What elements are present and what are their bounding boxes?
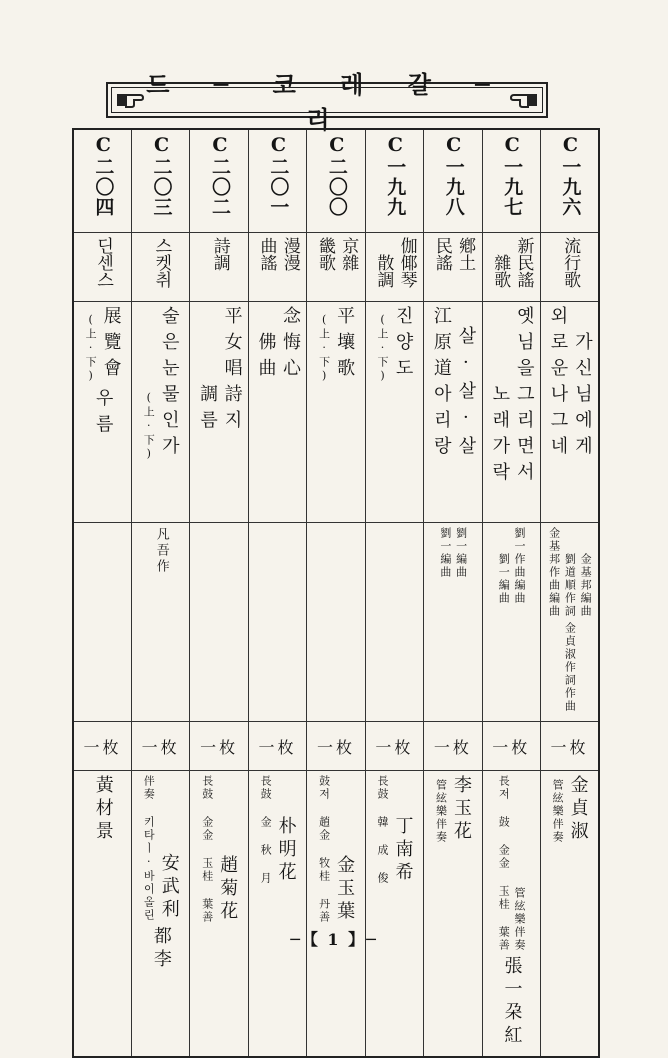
record-number-cell — [365, 129, 423, 233]
genre-label: 曲謠 — [256, 237, 277, 271]
credit-line: 劉一編曲 — [438, 527, 452, 579]
genre-label: 스켓취 — [151, 237, 172, 288]
disc-count-cell — [307, 722, 365, 771]
genre-cell — [131, 233, 189, 302]
credits-cell — [365, 523, 423, 722]
accompaniment: 長鼓 韓 成 俊 — [376, 775, 390, 885]
song-title-cell — [307, 302, 365, 523]
genre-cell — [541, 233, 600, 302]
song-title: 살·살·살 — [455, 326, 477, 462]
disc-count: 一枚 — [492, 737, 531, 757]
genre-label: 畿歌 — [314, 237, 335, 271]
genre-label: 京雜 — [338, 237, 359, 271]
artist-cell — [541, 771, 600, 1058]
genre-cell — [190, 233, 248, 302]
record-number-cell — [73, 129, 131, 233]
credit-line: 凡吾作 — [153, 527, 169, 575]
genre-cell — [365, 233, 423, 302]
artist-cell — [424, 771, 482, 1058]
record-number: C二〇一 — [267, 134, 290, 217]
song-title: 진양도 — [392, 306, 414, 384]
credit-line: 劉一作曲編曲 — [513, 527, 527, 605]
row-disc-count — [73, 722, 599, 771]
gallery-banner — [106, 71, 548, 134]
credits-cell — [248, 523, 306, 722]
accompaniment: 管絃樂伴奏 — [434, 779, 448, 844]
song-title-cell — [541, 302, 600, 523]
row-credits — [73, 523, 599, 722]
record-number: C一九八 — [442, 134, 465, 217]
disc-count-cell — [248, 722, 306, 771]
record-number-cell — [248, 129, 306, 233]
song-title: 우름 — [92, 388, 114, 440]
record-number: C一九九 — [384, 134, 407, 217]
artist-name: 黃材景 — [92, 775, 114, 844]
genre-label: 伽倻琴 — [396, 237, 417, 288]
credit-line: 金貞淑作詞作曲 — [563, 622, 577, 713]
artist-name: 李玉花 — [450, 775, 472, 844]
artist-name: 金玉葉 — [334, 855, 356, 924]
artist-name: 都李 — [150, 926, 172, 972]
genre-cell — [307, 233, 365, 302]
song-title-cell — [424, 302, 482, 523]
disc-count: 一枚 — [316, 737, 355, 757]
genre-label: 散調 — [373, 254, 394, 288]
genre-label: 雜歌 — [490, 254, 511, 288]
artist-name: 安武利 — [158, 853, 180, 922]
song-title-cell — [131, 302, 189, 523]
disc-count-cell — [131, 722, 189, 771]
pointing-hand-right-icon — [510, 88, 538, 112]
song-title: 佛曲 — [255, 332, 277, 384]
credit-line: 劉一編曲 — [497, 553, 511, 605]
accompaniment: 鼓저 趙金 牧桂 丹善 — [317, 775, 331, 924]
record-number-cell — [424, 129, 482, 233]
credits-cell — [541, 523, 600, 722]
disc-count-cell — [482, 722, 540, 771]
disc-count-cell — [73, 722, 131, 771]
genre-label: 딘센스 — [93, 237, 114, 288]
song-title: 옛님을그리면서 — [513, 306, 535, 488]
song-title: 노래가락 — [489, 384, 511, 488]
pointing-hand-left-icon — [116, 88, 144, 112]
disc-count: 一枚 — [141, 737, 180, 757]
page-number: ─【 1 】─ — [290, 930, 378, 949]
disc-count-cell — [190, 722, 248, 771]
genre-cell — [73, 233, 131, 302]
song-title: 江原道아리랑 — [430, 306, 452, 462]
artist-cell — [131, 771, 189, 1058]
credits-cell — [482, 523, 540, 722]
record-number: C二〇四 — [92, 134, 115, 217]
record-number-cell — [307, 129, 365, 233]
credits-cell — [131, 523, 189, 722]
disc-count: 一枚 — [550, 737, 589, 757]
accompaniment: 長鼓 金 秋 月 — [259, 775, 273, 885]
song-title-cell — [190, 302, 248, 523]
credit-line: 劉道順作詞 — [563, 553, 577, 618]
accompaniment: 管絃樂伴奏 — [513, 887, 527, 952]
artist-cell — [482, 771, 540, 1058]
artist-cell — [190, 771, 248, 1058]
song-title-cell — [73, 302, 131, 523]
song-title: 調름 — [197, 384, 219, 436]
genre-label: 詩調 — [209, 237, 230, 271]
song-title: 외로운나그네 — [547, 306, 569, 462]
disc-count: 一枚 — [433, 737, 472, 757]
song-title-cell — [482, 302, 540, 523]
disc-count: 一枚 — [375, 737, 414, 757]
row-song-title — [73, 302, 599, 523]
accompaniment: 管絃樂伴奏 — [551, 779, 565, 844]
record-number-cell — [131, 129, 189, 233]
genre-label: 漫漫 — [279, 237, 300, 271]
genre-cell — [248, 233, 306, 302]
credit-line: 金基邦作曲編曲 — [547, 527, 561, 618]
disc-count: 一枚 — [258, 737, 297, 757]
song-title: 平女唱詩지 — [221, 306, 243, 436]
song-title: 展覽會 — [100, 306, 122, 384]
credits-cell — [424, 523, 482, 722]
credits-cell — [307, 523, 365, 722]
credits-cell — [190, 523, 248, 722]
title-part-note: (上·下) — [317, 313, 331, 384]
record-number-cell — [482, 129, 540, 233]
title-part-note: (上·下) — [84, 313, 98, 384]
song-title-cell — [248, 302, 306, 523]
artist-name: 朴明花 — [275, 816, 297, 885]
genre-label: 民謠 — [431, 237, 452, 271]
row-genre — [73, 233, 599, 302]
genre-cell — [482, 233, 540, 302]
artist-name: 丁南希 — [392, 816, 414, 885]
artist-name: 金貞淑 — [567, 775, 589, 844]
song-title: 가신님에게 — [572, 332, 593, 462]
artist-cell — [248, 771, 306, 1058]
credits-cell — [73, 523, 131, 722]
record-catalog-table — [72, 128, 600, 1058]
disc-count-cell — [365, 722, 423, 771]
accompaniment: 長鼓 金金 玉桂 葉善 — [200, 775, 214, 924]
credit-line: 金基邦編曲 — [579, 553, 593, 618]
genre-label: 流行歌 — [560, 237, 581, 288]
record-number: C二〇〇 — [325, 134, 348, 217]
song-title: 平壤歌 — [334, 306, 356, 384]
song-title-cell — [365, 302, 423, 523]
genre-label: 新民謠 — [513, 237, 534, 288]
genre-cell — [424, 233, 482, 302]
song-title: 念悔心 — [280, 306, 302, 384]
record-number: C一九六 — [559, 134, 582, 217]
song-title: 술은눈물인가 — [158, 306, 180, 462]
disc-count: 一枚 — [200, 737, 239, 757]
record-number: C二〇三 — [150, 134, 173, 217]
disc-count-cell — [424, 722, 482, 771]
record-number-cell — [190, 129, 248, 233]
artist-name: 趙菊花 — [217, 855, 239, 924]
genre-label: 鄕土 — [455, 237, 476, 271]
artist-cell — [73, 771, 131, 1058]
disc-count: 一枚 — [83, 737, 122, 757]
artist-name: 張一朶紅 — [501, 956, 523, 1048]
credit-line: 劉一編曲 — [454, 527, 468, 579]
record-number: C一九七 — [501, 134, 524, 217]
banner-title: 드 ─ 코 레 갈 ─ 리 — [146, 71, 508, 134]
artist-cell — [365, 771, 423, 1058]
accompaniment: 長저 鼓 金金 玉桂 葉善 — [497, 775, 511, 952]
title-part-note: (上·下) — [376, 313, 390, 384]
disc-count-cell — [541, 722, 600, 771]
record-number: C二〇二 — [208, 134, 231, 217]
accompaniment: 伴奏 키타ㅣ·바이올린 — [142, 775, 156, 922]
title-part-note: (上·下) — [142, 391, 156, 462]
row-artist — [73, 771, 599, 1058]
record-number-cell — [541, 129, 600, 233]
artist-cell — [307, 771, 365, 1058]
row-record-number — [73, 129, 599, 233]
